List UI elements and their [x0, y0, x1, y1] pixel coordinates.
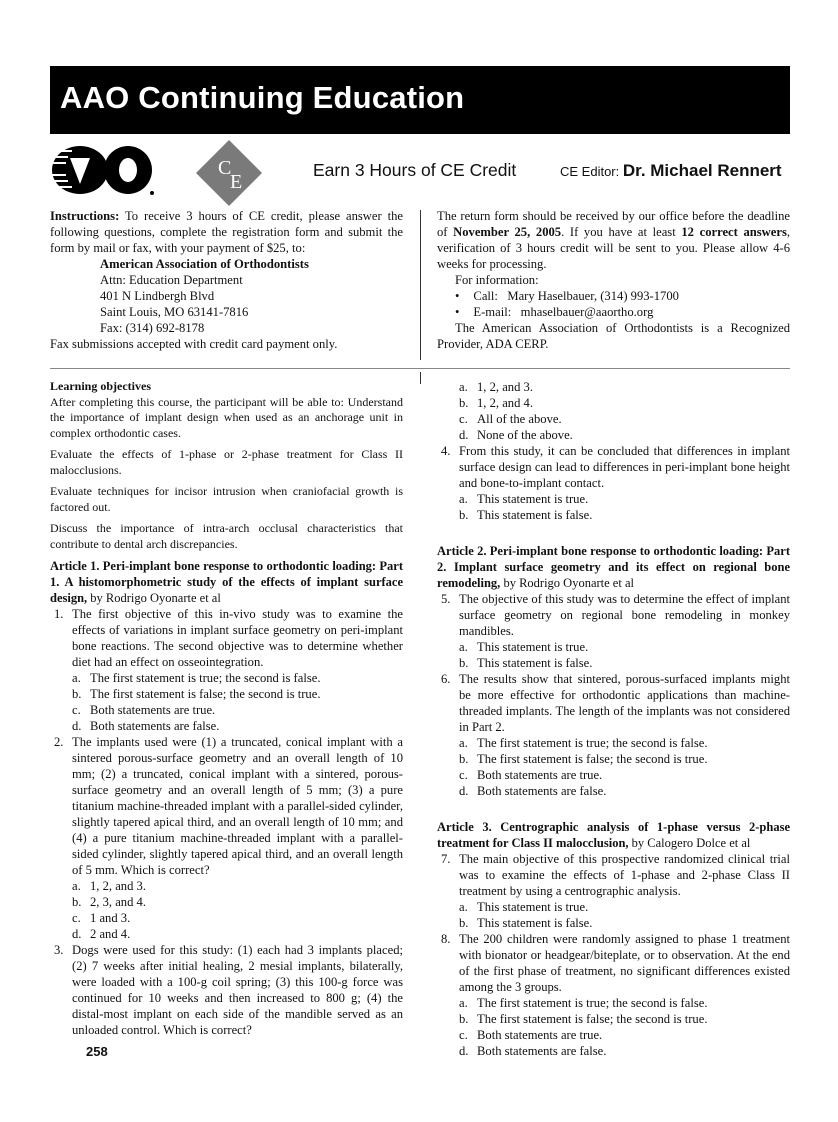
info-text: , verification of 3 hours credit will be sent to you. Please allow 4-6 weeks for processing. [437, 225, 790, 271]
option-letter: b. [459, 396, 469, 410]
question-stem [437, 591, 790, 639]
option-text: This statement is false. [477, 656, 593, 670]
option-text: This statement is true. [477, 492, 589, 506]
instructions-label: Instructions: [50, 209, 120, 223]
deadline: November 25, 2005 [453, 225, 562, 239]
objective-item: Evaluate the effects of 1-phase or 2-phase treatment for Class II malocclusions. [50, 447, 403, 477]
question-item [437, 671, 790, 799]
question-stem [437, 443, 790, 491]
email-link[interactable]: mhaselbauer@aaortho.org [520, 305, 654, 319]
objectives-intro: After completing this course, the participant will be able to: Understand the importance of implant design when used as an anchorage unit in complex orthodontic cases. [50, 394, 403, 440]
option-text: Both statements are true. [90, 703, 216, 717]
option-text: The first statement is true; the second is false. [90, 671, 321, 685]
option-letter: d. [72, 927, 82, 941]
page-number: 258 [86, 1044, 108, 1059]
option-text: The first statement is true; the second is false. [477, 736, 708, 750]
page-title: AAO Continuing Education [60, 80, 465, 115]
answer-option [437, 995, 790, 1011]
option-letter: d. [459, 784, 469, 798]
svg-text:C: C [218, 157, 232, 179]
article-title: Article 2. Peri-implant bone response to orthodontic loading: Part 2. Implant surface geometry and its effect on regional bone remodeling, [437, 544, 790, 590]
option-text: All of the above. [477, 412, 562, 426]
answer-option [50, 670, 403, 686]
address-line: 401 N Lindbergh Blvd [100, 289, 215, 303]
call-label: Call: [473, 289, 498, 303]
question-stem [437, 931, 790, 995]
objectives-heading: Learning objectives [50, 379, 151, 393]
spacer [437, 799, 790, 813]
article-heading [50, 558, 403, 606]
option-text: 2 and 4. [90, 927, 131, 941]
option-text: This statement is false. [477, 508, 593, 522]
answer-option [50, 878, 403, 894]
question-text: The implants used were (1) a truncated, conical implant with a sintered porous-surface geometry and an overall length of 10 mm; (2) a truncated, conical implant with a sintered, porous-surface geometry and an overall length of 5 mm; (3) a pure titanium machine-threaded implant with a parallel-sided cylinder, slightly tapered apical third, and an overall length of 10 mm; and (4) a pure titanium machine-threaded implant with a parallel-sided cylinder, slightly tapered apical third, and an overall length of 5 mm. Which is correct? [72, 735, 403, 877]
option-letter: d. [459, 428, 469, 442]
answer-option [437, 899, 790, 915]
option-text: The first statement is true; the second is false. [477, 996, 708, 1010]
option-text: The first statement is false; the second is true. [90, 687, 321, 701]
answer-option [437, 783, 790, 799]
ce-credit-heading: Earn 3 Hours of CE Credit [313, 160, 517, 180]
option-text: The first statement is false; the second is true. [477, 752, 708, 766]
editor-label: CE Editor: [560, 164, 620, 179]
left-questions [50, 558, 403, 1038]
email-line: • E-mail: mhaselbauer@aaortho.org [455, 305, 654, 319]
option-text: 1, 2, and 3. [477, 380, 533, 394]
right-questions [437, 379, 790, 1059]
answer-option [50, 702, 403, 718]
option-letter: d. [72, 719, 82, 733]
article-authors: by Rodrigo Oyonarte et al [500, 576, 634, 590]
question-stem [50, 734, 403, 878]
question-text: The 200 children were randomly assigned to phase 1 treatment with bionator or headgear/biteplate, or to observation. At the end of the first phase of treatment, no significant differences existed among the 3 groups. [459, 932, 790, 994]
question-number: 8. [441, 932, 451, 946]
question-item [437, 591, 790, 671]
answer-option [437, 427, 790, 443]
cerp-statement: The American Association of Orthodontists is a Recognized Provider, ADA CERP. [437, 321, 790, 351]
answer-option [50, 894, 403, 910]
question-stem [50, 606, 403, 670]
option-letter: b. [459, 916, 469, 930]
ce-editor [560, 161, 782, 181]
email-label: E-mail: [473, 305, 512, 319]
question-number: 7. [441, 852, 451, 866]
question-number: 5. [441, 592, 451, 606]
fax-note: Fax submissions accepted with credit card payment only. [50, 337, 338, 351]
question-item [50, 942, 403, 1038]
option-letter: a. [459, 996, 468, 1010]
question-text: The objective of this study was to determine the effect of implant surface geometry on regional bone remodeling in monkey mandibles. [459, 592, 790, 638]
org-name: American Association of Orthodontists [100, 257, 309, 271]
article-title: Article 1. Peri-implant bone response to orthodontic loading: Part 1. A histomorphometric study of the effects of implant surface design, [50, 559, 403, 605]
left-column [50, 379, 403, 1038]
svg-text:E: E [230, 171, 243, 193]
option-text: 1, 2, and 4. [477, 396, 533, 410]
learning-objectives [50, 379, 403, 552]
objective-item: Discuss the importance of intra-arch occlusal characteristics that contribute to dental arch discrepancies. [50, 521, 403, 551]
question-text: The results show that sintered, porous-surfaced implants might be more effective for orthodontic applications than machine-threaded implants. The length of the implants was not considered in Part 2. [459, 672, 790, 734]
ce-logo-icon [196, 140, 262, 206]
address-line: Attn: Education Department [100, 273, 243, 287]
option-letter: b. [72, 895, 82, 909]
instructions-block [50, 208, 403, 352]
option-letter: c. [459, 1028, 468, 1042]
answer-option [50, 926, 403, 942]
option-text: Both statements are true. [477, 768, 603, 782]
answer-option [437, 491, 790, 507]
aao-logo-icon [50, 144, 155, 196]
column-divider [420, 372, 421, 384]
answer-option [50, 718, 403, 734]
option-text: 1, 2, and 3. [90, 879, 146, 893]
question-item [50, 606, 403, 734]
option-text: None of the above. [477, 428, 573, 442]
option-letter: b. [72, 687, 82, 701]
answer-option [437, 767, 790, 783]
question-text: Dogs were used for this study: (1) each had 3 implants placed; (2) 7 weeks after initial healing, 2 mesial implants, bilaterally, were loaded with a 100-g coil spring; (3) this 100-g force was continued for 10 weeks and then increased to 800 g; (4) the distal-most implant on each side of the mandible served as an unloaded control. Which is correct? [72, 943, 403, 1037]
answer-option [437, 379, 790, 395]
address-line: Saint Louis, MO 63141-7816 [100, 305, 249, 319]
option-letter: b. [459, 752, 469, 766]
section-divider [50, 368, 790, 369]
question-text: The first objective of this in-vivo study was to examine the effects of variations in implant surface geometry on peri-implant bone reactions. The second objective was to determine whether diet had an effect on osseointegration. [72, 607, 403, 669]
option-text: 2, 3, and 4. [90, 895, 146, 909]
info-text: The return form should be received by our office before the deadline of [437, 209, 790, 239]
answer-option [437, 507, 790, 523]
option-text: Both statements are false. [477, 784, 607, 798]
option-text: This statement is true. [477, 900, 589, 914]
option-letter: a. [459, 900, 468, 914]
question-number: 1. [54, 607, 64, 621]
answer-option [437, 655, 790, 671]
answer-option [437, 751, 790, 767]
question-stem [437, 851, 790, 899]
article-authors: by Calogero Dolce et al [628, 836, 751, 850]
question-text: From this study, it can be concluded that differences in implant surface design can lead to differences in peri-implant bone height and bone-to-implant contact. [459, 444, 790, 490]
option-text: The first statement is false; the second is true. [477, 1012, 708, 1026]
answer-option [437, 915, 790, 931]
option-letter: c. [459, 768, 468, 782]
option-text: This statement is false. [477, 916, 593, 930]
objective-item: Evaluate techniques for incisor intrusion when craniofacial growth is factored out. [50, 484, 403, 514]
question-number: 2. [54, 735, 64, 749]
question-text: The main objective of this prospective randomized clinical trial was to examine the effects of 1-phase and 2-phase Class II treatment by using a centrographic analysis. [459, 852, 790, 898]
answer-option [437, 395, 790, 411]
option-letter: d. [459, 1044, 469, 1058]
article-heading [437, 819, 790, 851]
answer-option [437, 1043, 790, 1059]
answer-option [437, 1011, 790, 1027]
article-heading [437, 543, 790, 591]
editor-name: Dr. Michael Rennert [622, 161, 782, 180]
question-item [437, 851, 790, 931]
call-value: Mary Haselbauer, (314) 993-1700 [507, 289, 679, 303]
column-divider [420, 210, 421, 360]
answer-option [50, 686, 403, 702]
article-authors: by Rodrigo Oyonarte et al [87, 591, 221, 605]
option-text: Both statements are true. [477, 1028, 603, 1042]
option-letter: c. [72, 911, 81, 925]
question-number: 4. [441, 444, 451, 458]
answer-option [437, 411, 790, 427]
option-letter: b. [459, 1012, 469, 1026]
for-info-label: For information: [455, 273, 539, 287]
header-banner [50, 66, 790, 134]
question-item [50, 734, 403, 942]
question-number: 3. [54, 943, 64, 957]
question-item [437, 931, 790, 1059]
answer-option [50, 910, 403, 926]
info-block [437, 208, 790, 352]
option-text: This statement is true. [477, 640, 589, 654]
right-column [437, 379, 790, 1059]
question-stem [437, 671, 790, 735]
correct-answers: 12 correct answers [681, 225, 787, 239]
option-letter: a. [72, 671, 81, 685]
answer-option [437, 1027, 790, 1043]
option-text: Both statements are false. [477, 1044, 607, 1058]
option-letter: c. [72, 703, 81, 717]
option-text: Both statements are false. [90, 719, 220, 733]
answer-option [437, 735, 790, 751]
option-letter: a. [72, 879, 81, 893]
option-text: 1 and 3. [90, 911, 131, 925]
spacer [437, 523, 790, 537]
fax-number: Fax: (314) 692-8178 [100, 321, 205, 335]
option-letter: b. [459, 656, 469, 670]
option-letter: c. [459, 412, 468, 426]
answer-option [437, 639, 790, 655]
option-letter: a. [459, 736, 468, 750]
question-number: 6. [441, 672, 451, 686]
option-letter: a. [459, 492, 468, 506]
option-letter: a. [459, 640, 468, 654]
option-letter: a. [459, 380, 468, 394]
article-title: Article 3. Centrographic analysis of 1-phase versus 2-phase treatment for Class II malocclusion, [437, 820, 790, 850]
question-stem [50, 942, 403, 1038]
option-letter: b. [459, 508, 469, 522]
question-item [437, 443, 790, 523]
info-text: . If you have at least [561, 225, 682, 239]
call-line: • Call: Mary Haselbauer, (314) 993-1700 [455, 289, 679, 303]
question-item [437, 379, 790, 443]
instructions-text: To receive 3 hours of CE credit, please answer the following questions, complete the registration form and submit the form by mail or fax, with your payment of $25, to: [50, 209, 403, 255]
